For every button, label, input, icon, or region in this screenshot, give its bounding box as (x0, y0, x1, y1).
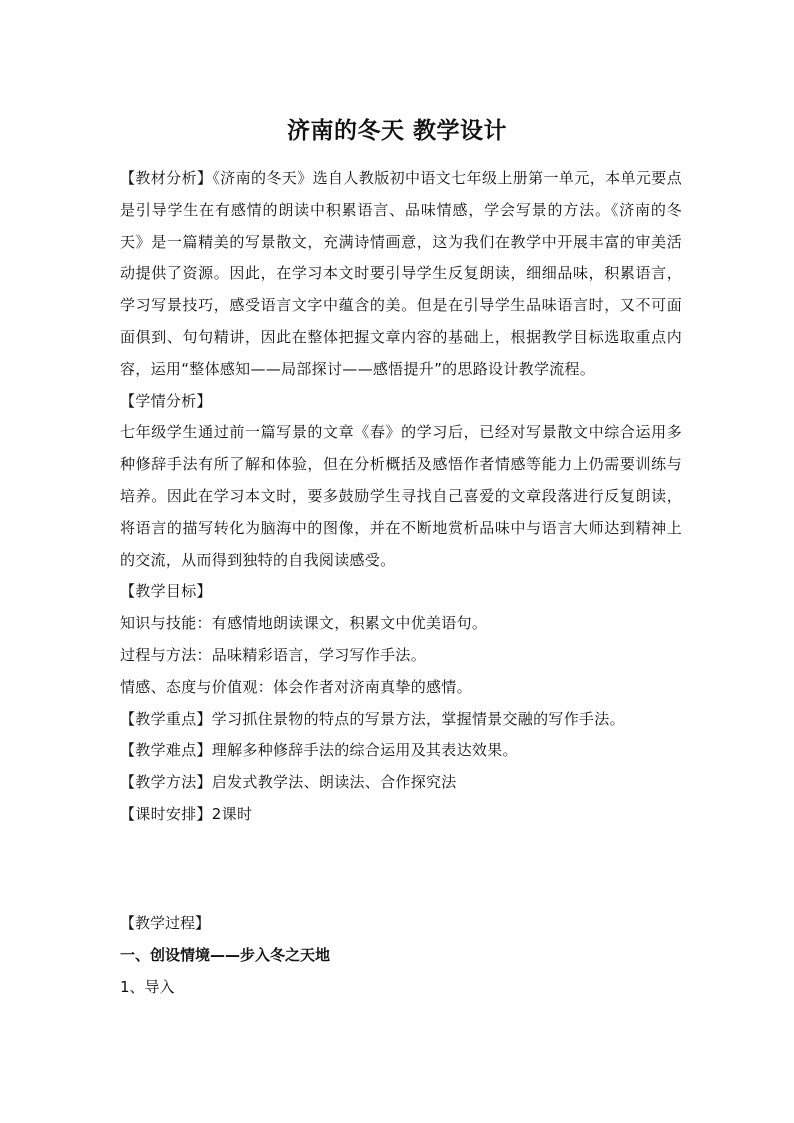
teaching-methods: 【教学方法】启发式教学法、朗读法、合作探究法 (120, 773, 457, 792)
document-body (120, 163, 682, 831)
material-analysis-paragraph: 【教材分析】《济南的冬天》选自人教版初中语文七年级上册第一单元，本单元要点是引导学生在有感情的朗读中积累语言、品味情感，学会写景的方法。《济南的冬天》是一篇精美的写景散文，充满诗情画意，这为我们在教学中开展丰富的审美活动提供了资源。因此，在学习本文时要引导学生反复朗读，细细品味，积累语言，学习写景技巧，感受语言文字中蕴含的美。但是在引导学生品味语言时，又不可面面俱到、句句精讲，因此在整体把握文章内容的基础上，根据教学目标选取重点内容，运用“整体感知——局部探讨——感悟提升”的思路设计教学流程。 (120, 169, 682, 378)
objective-emotion: 情感、态度与价值观：体会作者对济南真挚的感情。 (120, 677, 472, 696)
page-title: 济南的冬天 教学设计 (286, 117, 507, 144)
student-analysis-paragraph: 七年级学生通过前一篇写景的文章《春》的学习后，已经对写景散文中综合运用多种修辞手法有所了解和体验，但在分析概括及感悟作者情感等能力上仍需要训练与培养。因此在学习本文时，要多鼓励学生寻找自己喜爱的文章段落进行反复朗读，将语言的描写转化为脑海中的图像，并在不断地赏析品味中与语言大师达到精神上的交流，从而得到独特的自我阅读感受。 (120, 423, 682, 569)
student-analysis-heading: 【学情分析】 (120, 391, 212, 410)
class-schedule: 【课时安排】2课时 (120, 804, 253, 823)
objective-process: 过程与方法：品味精彩语言，学习写作手法。 (120, 645, 427, 664)
step-one-heading: 一、创设情境——步入冬之天地 (120, 946, 331, 964)
objectives-heading: 【教学目标】 (120, 582, 212, 601)
difficult-points: 【教学难点】理解多种修辞手法的综合运用及其表达效果。 (120, 741, 518, 760)
process-heading: 【教学过程】 (120, 914, 211, 932)
key-points: 【教学重点】学习抓住景物的特点的写景方法，掌握情景交融的写作手法。 (120, 709, 625, 728)
objective-knowledge: 知识与技能：有感情地朗读课文，积累文中优美语句。 (120, 614, 488, 633)
step-one-subheading: 1、导入 (120, 978, 175, 996)
